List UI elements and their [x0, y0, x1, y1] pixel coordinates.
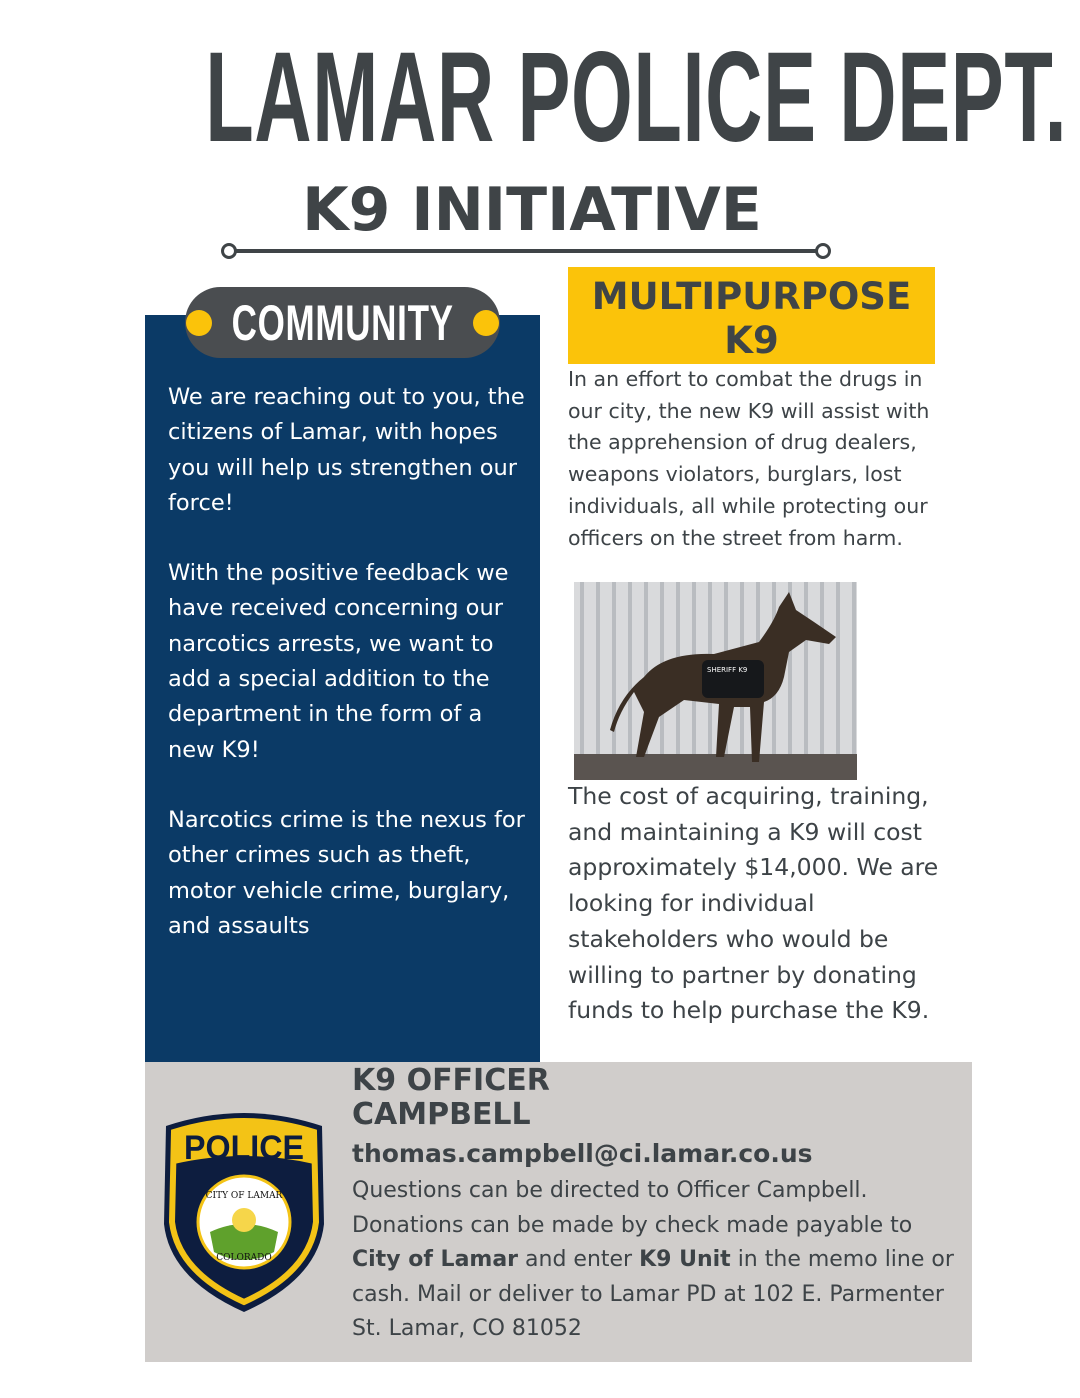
vest-label: SHERIFF K9: [707, 666, 748, 674]
contact-text-part: Questions can be directed to Officer Campbell. Donations can be made by check made payable to: [352, 1178, 913, 1238]
community-paragraph: Narcotics crime is the nexus for other crimes such as theft, motor vehicle crime, burglary, and assaults: [168, 806, 525, 939]
multipurpose-text: In an effort to combat the drugs in our city, the new K9 will assist with the apprehension of drug dealers, weapons violators, burglars, lost individuals, all while protecting our officers on the street from harm.: [568, 367, 930, 550]
k9-dog-photo: [574, 582, 857, 780]
officer-email[interactable]: thomas.campbell@ci.lamar.co.us: [352, 1139, 813, 1168]
community-paragraph: We are reaching out to you, the citizens of Lamar, with hopes you will help us strengthen our force!: [168, 384, 525, 516]
community-paragraph: With the positive feedback we have received concerning our narcotics arrests, we want to add a special addition to the department in the form of a new K9!: [168, 560, 509, 763]
contact-text-part: in the memo line or cash. Mail or deliver to Lamar PD at 102 E. Parmenter St. Lamar, CO 81052: [352, 1247, 954, 1341]
heading-line: MULTIPURPOSE: [591, 275, 912, 318]
police-badge-logo: [158, 1104, 330, 1316]
multipurpose-heading: [568, 267, 935, 364]
decorative-rule: [220, 242, 832, 260]
cost-text: The cost of acquiring, training, and maintaining a K9 will cost approximately $14,000. We are looking for individual stakeholders who would be willing to partner by donating funds to help purchase the K9.: [568, 782, 939, 1025]
payee: City of Lamar: [352, 1247, 519, 1272]
community-label-pill: [185, 287, 500, 358]
page-subtitle: K9 INITIATIVE: [302, 175, 762, 245]
contact-text: [352, 1174, 962, 1347]
officer-line: K9 OFFICER: [352, 1063, 550, 1098]
memo-text: K9 Unit: [639, 1247, 731, 1272]
badge-ring-top: CITY OF LAMAR: [205, 1191, 283, 1201]
officer-name: [352, 1064, 550, 1132]
community-label: COMMUNITY: [231, 294, 454, 351]
officer-line: CAMPBELL: [352, 1097, 531, 1132]
community-text: [168, 380, 528, 979]
yellow-dot-icon: [186, 310, 212, 336]
contact-text-part: and enter: [518, 1247, 640, 1272]
badge-ring-bottom: COLORADO: [216, 1253, 272, 1263]
badge-text: POLICE: [184, 1129, 304, 1167]
heading-line: K9: [724, 319, 779, 362]
page-title: LAMAR POLICE DEPT.: [205, 26, 1068, 169]
yellow-dot-icon: [473, 310, 499, 336]
